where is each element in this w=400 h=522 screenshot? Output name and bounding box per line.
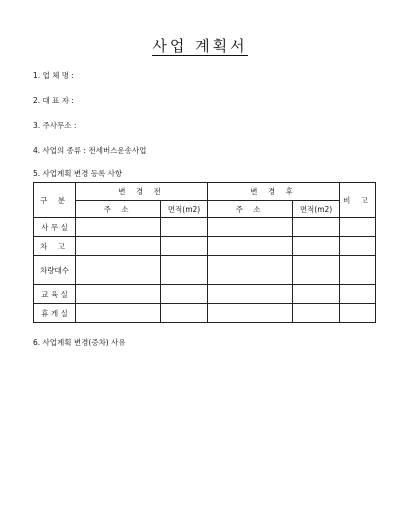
remarks-cell[interactable] (340, 237, 376, 256)
remarks-cell[interactable] (340, 256, 376, 285)
remarks-cell[interactable] (340, 304, 376, 323)
before-area-cell[interactable] (161, 285, 208, 304)
after-address-cell[interactable] (208, 218, 293, 237)
after-area-cell[interactable] (293, 256, 340, 285)
section-6-heading: 6. 사업계획 변경(증차) 사유 (33, 338, 126, 347)
after-address-cell[interactable] (208, 256, 293, 285)
after-area-cell[interactable] (293, 218, 340, 237)
field-label: 3. 주사무소 : (33, 121, 77, 130)
after-address-header: 주 소 (208, 201, 293, 218)
row-label-garage: 차 고 (34, 237, 76, 256)
before-address-header: 주 소 (76, 201, 161, 218)
after-address-cell[interactable] (208, 285, 293, 304)
title-underline (152, 55, 248, 56)
registration-change-table (33, 182, 376, 323)
before-address-cell[interactable] (76, 304, 161, 323)
table-row (34, 237, 376, 256)
before-area-cell[interactable] (161, 218, 208, 237)
field-representative (33, 95, 74, 106)
table-row (34, 256, 376, 285)
row-label-lounge: 휴 게 실 (34, 304, 76, 323)
before-change-header: 변 경 전 (76, 183, 208, 201)
after-area-header: 면적(m2) (293, 201, 340, 218)
after-area-cell[interactable] (293, 304, 340, 323)
field-label: 2. 대 표 자 : (33, 96, 74, 105)
before-area-cell[interactable] (161, 304, 208, 323)
remarks-cell[interactable] (340, 218, 376, 237)
table-row (34, 218, 376, 237)
before-address-cell[interactable] (76, 237, 161, 256)
section-5-heading: 5. 사업계획 변경 등록 사항 (33, 169, 123, 178)
row-label-office: 사 무 실 (34, 218, 76, 237)
remarks-cell[interactable] (340, 285, 376, 304)
after-address-cell[interactable] (208, 237, 293, 256)
after-change-header: 변 경 후 (208, 183, 340, 201)
remarks-header: 비 고 (340, 183, 376, 218)
before-area-cell[interactable] (161, 237, 208, 256)
row-label-training-room: 교 육 실 (34, 285, 76, 304)
before-address-cell[interactable] (76, 285, 161, 304)
field-value[interactable]: 전세버스운송사업 (88, 146, 147, 155)
table-row (34, 285, 376, 304)
document-title: 사업 계획서 (152, 37, 248, 55)
field-business-type (33, 145, 146, 156)
table-row (34, 304, 376, 323)
field-label: 1. 업 체 명 : (33, 71, 74, 80)
before-address-cell[interactable] (76, 256, 161, 285)
after-area-cell[interactable] (293, 237, 340, 256)
after-address-cell[interactable] (208, 304, 293, 323)
after-area-cell[interactable] (293, 285, 340, 304)
row-label-vehicle-count: 차량대수 (34, 256, 76, 285)
before-area-header: 면적(m2) (161, 201, 208, 218)
before-address-cell[interactable] (76, 218, 161, 237)
field-label: 4. 사업의 종류 : (33, 146, 87, 155)
field-company-name (33, 70, 74, 81)
field-main-office (33, 120, 76, 131)
before-area-cell[interactable] (161, 256, 208, 285)
category-header: 구 분 (34, 183, 76, 218)
